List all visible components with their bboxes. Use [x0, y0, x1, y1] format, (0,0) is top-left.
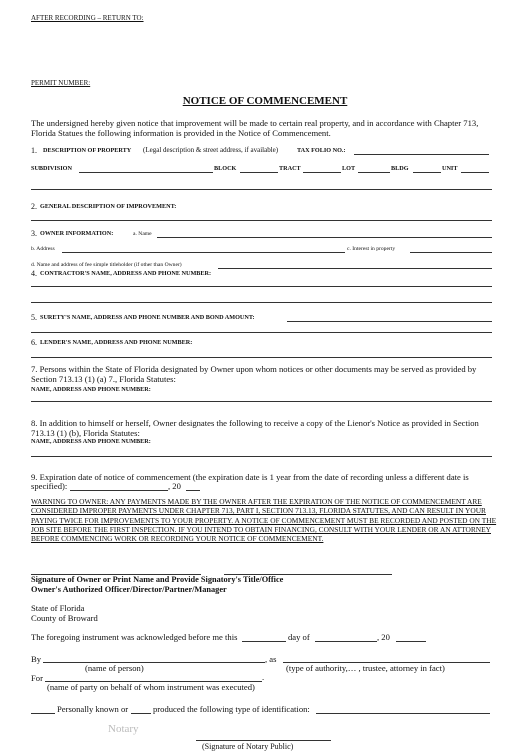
tax-folio-field[interactable] [354, 154, 489, 155]
notary-signature-line[interactable] [196, 740, 331, 741]
after-recording-label: AFTER RECORDING – RETURN TO: [31, 14, 144, 22]
unit-label: UNIT [442, 165, 458, 172]
owner-name-field[interactable] [157, 237, 492, 238]
ack-day-field[interactable] [242, 641, 286, 642]
by-label: By [31, 654, 42, 664]
tract-field[interactable] [303, 172, 341, 173]
bldg-label: BLDG [391, 165, 409, 172]
contractor-line-2[interactable] [31, 302, 492, 303]
surety-field[interactable] [287, 321, 492, 322]
owner-address-field[interactable] [62, 252, 345, 253]
bldg-field[interactable] [413, 172, 441, 173]
ack-month-field[interactable] [315, 641, 377, 642]
section-1-number: 1. [31, 146, 37, 155]
tax-folio-label: TAX FOLIO NO.: [297, 147, 346, 154]
tract-label: TRACT [279, 165, 301, 172]
as-label: , as [265, 654, 277, 664]
section-9-text: 9. Expiration date of notice of commencement (the expiration date is 1 year from the date of recording unless a different date is [31, 472, 469, 482]
by-person-field[interactable] [43, 662, 265, 663]
titleholder-label: d. Name and address of fee simple titleholder (if other than Owner) [31, 262, 182, 268]
personally-known-label: Personally known or [57, 704, 129, 714]
section-2-number: 2. [31, 202, 37, 211]
owner-address-label: b. Address [31, 246, 55, 252]
notary-stamp-area: Notary [108, 723, 139, 735]
section-2-label: GENERAL DESCRIPTION OF IMPROVEMENT: [40, 203, 177, 210]
ack-day-label: day of [288, 632, 310, 642]
section-7-label: NAME, ADDRESS AND PHONE NUMBER: [31, 386, 151, 393]
lot-field[interactable] [358, 172, 390, 173]
section-4-label: CONTRACTOR'S NAME, ADDRESS AND PHONE NUMBER: [40, 270, 212, 277]
notary-signature-caption: (Signature of Notary Public) [202, 742, 294, 751]
block-label: BLOCK [214, 165, 237, 172]
interest-field[interactable] [410, 252, 492, 253]
surety-line-2[interactable] [31, 332, 492, 333]
section-1-label: DESCRIPTION OF PROPERTY [43, 147, 132, 154]
section-3-label: OWNER INFORMATION: [40, 230, 114, 237]
contractor-line-1[interactable] [31, 286, 492, 287]
produced-id-label: produced the following type of identification: [153, 704, 310, 714]
ack-year-field[interactable] [396, 641, 426, 642]
identification-type-field[interactable] [316, 713, 490, 714]
interest-label: c. Interest in property [347, 246, 396, 252]
section-3-number: 3. [31, 229, 37, 238]
intro-paragraph: The undersigned hereby given notice that improvement will be made to certain real property, and in accordance with Chapter 713, Florida Statues the following information is provided in the Notice of Commencement. [31, 118, 479, 138]
block-field[interactable] [240, 172, 278, 173]
warning-text: WARNING TO OWNER: ANY PAYMENTS MADE BY THE OWNER AFTER THE EXPIRATION OF THE NOTICE OF COMMENCEMENT ARE CONSIDERED IMPROPER PAYMENTS UNDER CHAPTER 713, PART I, SECTION 713.13, FLORIDA STATUTES, AND CAN RESULT IN YOUR PAYING TWICE FOR IMPROVEMENTS TO YOUR PROPERTY. A NOTICE OF COMMENCEMENT MUST BE RECORDED AND POSTED ON THE JOB SITE BEFORE THE FIRST INSPECTION. IF YOU INTEND TO OBTAIN FINANCING, CONSULT WITH YOUR LENDER OR AN ATTORNEY BEFORE COMMENCING WORK OR RECORDING YOUR NOTICE OF COMMENCEMENT. [31, 497, 497, 544]
for-period: . [262, 672, 265, 682]
expiration-year-label: , 20 [168, 481, 181, 491]
unit-field[interactable] [461, 172, 489, 173]
subdivision-label: SUBDIVISION [31, 165, 72, 172]
titleholder-field[interactable] [218, 268, 492, 269]
section-4-number: 4. [31, 269, 37, 278]
expiration-year-field[interactable] [186, 490, 200, 491]
signature-caption-1: Signature of Owner or Print Name and Provide Signatory's Title/Office [31, 575, 284, 584]
ack-text: The foregoing instrument was acknowledged before me this [31, 632, 238, 642]
section-6-label: LENDER'S NAME, ADDRESS AND PHONE NUMBER: [40, 339, 193, 346]
permit-number-label: PERMIT NUMBER: [31, 79, 91, 87]
section-5-number: 5. [31, 313, 37, 322]
state-label: State of Florida [31, 603, 85, 613]
section-7-text: 7. Persons within the State of Florida designated by Owner upon whom notices or other documents may be served as provided by Section 713.13 (1) (a) 7., Florida Statutes: [31, 364, 477, 384]
designee-line[interactable] [31, 401, 492, 402]
lender-line[interactable] [31, 357, 492, 358]
authority-caption: (type of authority,… , trustee, attorney in fact) [286, 663, 445, 673]
lienor-notice-line[interactable] [31, 456, 492, 457]
section-5-label: SURETY'S NAME, ADDRESS AND PHONE NUMBER AND BOND AMOUNT: [40, 314, 255, 321]
party-caption: (name of party on behalf of whom instrument was executed) [47, 682, 255, 692]
owner-name-label: a. Name [133, 231, 152, 237]
section-6-number: 6. [31, 338, 37, 347]
improvement-description-line[interactable] [31, 220, 492, 221]
page-title: NOTICE OF COMMENCEMENT [182, 95, 348, 107]
signature-caption-2: Owner's Authorized Officer/Director/Partner/Manager [31, 585, 227, 594]
name-of-person-caption: (name of person) [85, 663, 144, 673]
section-8-text: 8. In addition to himself or herself, Owner designates the following to receive a copy of the Lienor's Notice as provided in Section 713.13 (1) (b), Florida Statutes: [31, 418, 479, 438]
property-description-line[interactable] [31, 189, 492, 190]
specified-label: specified): [31, 481, 68, 491]
expiration-date-field[interactable] [70, 490, 168, 491]
section-8-label: NAME, ADDRESS AND PHONE NUMBER: [31, 438, 151, 445]
personally-known-field[interactable] [31, 713, 55, 714]
ack-year-label: , 20 [377, 632, 390, 642]
produced-id-field[interactable] [131, 713, 151, 714]
county-label: County of Broward [31, 613, 98, 623]
subdivision-field[interactable] [79, 172, 213, 173]
lot-label: LOT [342, 165, 356, 172]
section-1-note: (Legal description & street address, if available) [143, 146, 279, 154]
for-label: For [31, 673, 43, 683]
